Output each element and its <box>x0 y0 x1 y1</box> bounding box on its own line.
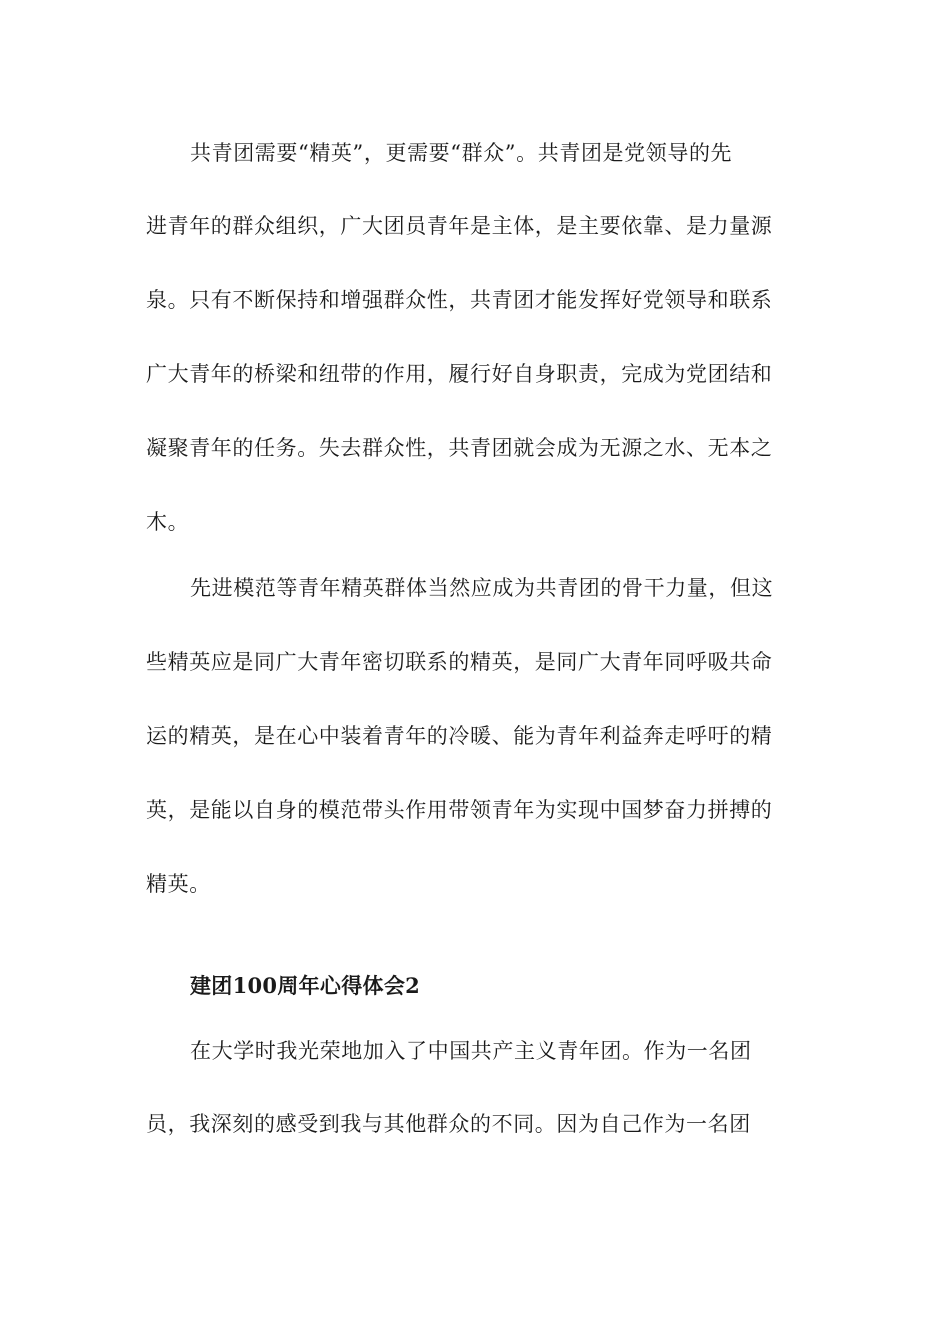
paragraph-line: 泉。只有不断保持和增强群众性，共青团才能发挥好党领导和联系 <box>146 288 773 312</box>
paragraph-line: 精英。 <box>146 872 211 896</box>
paragraph-line: 进青年的群众组织，广大团员青年是主体，是主要依靠、是力量源 <box>146 214 773 238</box>
paragraph-line: 凝聚青年的任务。失去群众性，共青团就会成为无源之水、无本之 <box>146 436 773 460</box>
paragraph-line: 在大学时我光荣地加入了中国共产主义青年团。作为一名团 <box>190 1039 752 1063</box>
paragraph-line: 共青团需要“精英”，更需要“群众”。共青团是党领导的先 <box>190 141 733 165</box>
paragraph-line: 广大青年的桥梁和纽带的作用，履行好自身职责，完成为党团结和 <box>146 362 773 386</box>
paragraph-line: 运的精英，是在心中装着青年的冷暖、能为青年利益奔走呼吁的精 <box>146 724 773 748</box>
paragraph-line: 些精英应是同广大青年密切联系的精英，是同广大青年同呼吸共命 <box>146 650 773 674</box>
paragraph-line: 木。 <box>146 510 190 534</box>
section-heading: 建团100周年心得体会2 <box>190 973 421 998</box>
paragraph-line: 英，是能以自身的模范带头作用带领青年为实现中国梦奋力拼搏的 <box>146 798 773 822</box>
paragraph-line: 先进模范等青年精英群体当然应成为共青团的骨干力量，但这 <box>190 576 774 600</box>
paragraph-line: 员，我深刻的感受到我与其他群众的不同。因为自己作为一名团 <box>146 1112 751 1136</box>
